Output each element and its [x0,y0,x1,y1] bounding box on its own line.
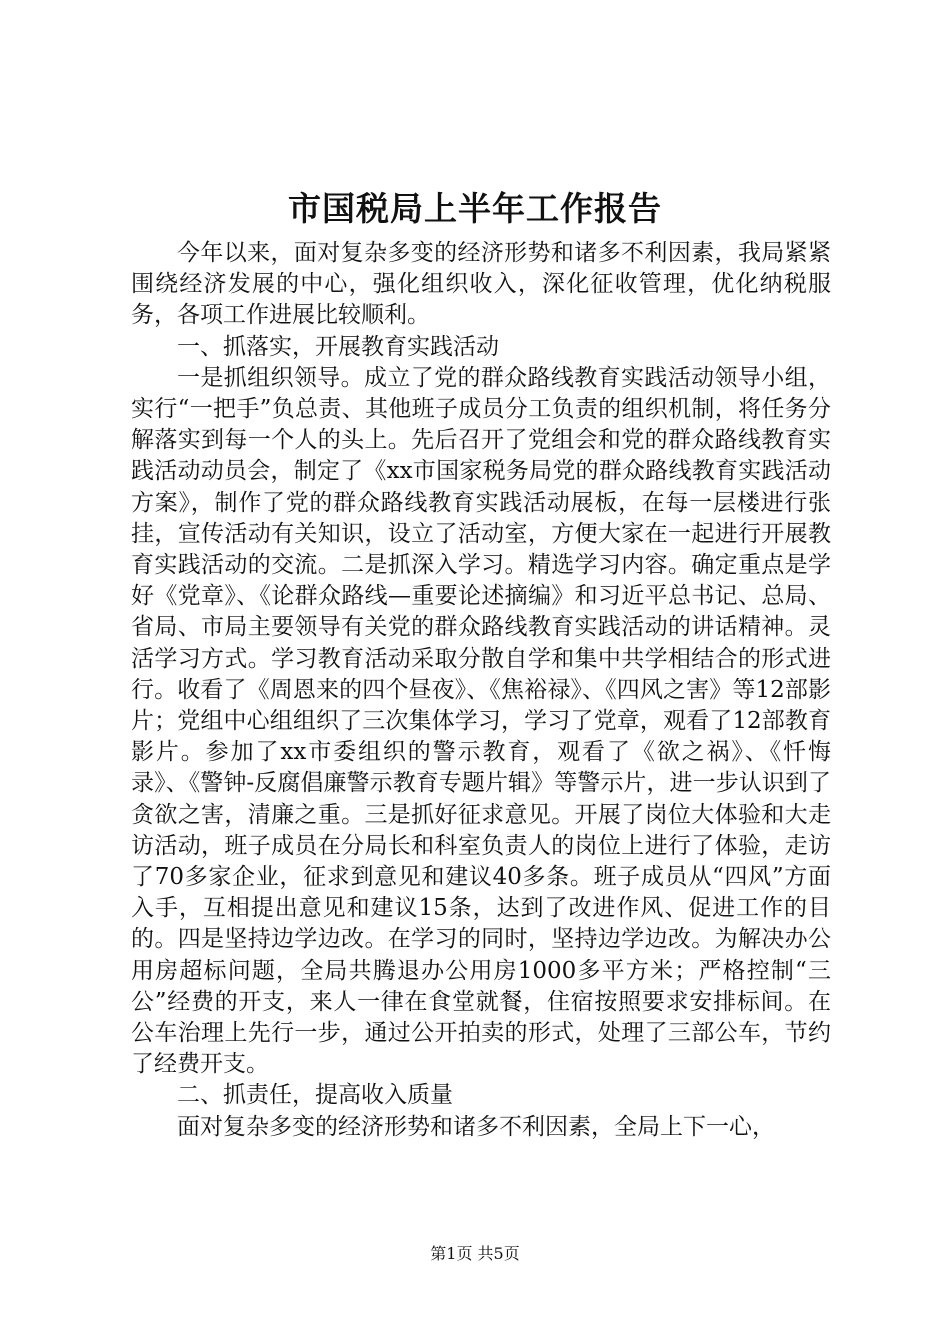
section-heading-1: 一、抓落实，开展教育实践活动 [177,333,499,360]
intro-paragraph: 今年以来，面对复杂多变的经济形势和诸多不利因素，我局紧紧围绕经济发展的中心，强化组织收入，深化征收管理，优化纳税服务，各项工作进展比较顺利。 [131,240,831,329]
document-title: 市国税局上半年工作报告 [288,189,662,228]
document-body [131,238,831,1143]
section-2-paragraph: 面对复杂多变的经济形势和诸多不利因素，全局上下一心， [177,1113,775,1140]
section-heading-2: 二、抓责任，提高收入质量 [177,1082,453,1109]
section-1-paragraph: 一是抓组织领导。成立了党的群众路线教育实践活动领导小组，实行“一把手”负总责、其他班子成员分工负责的组织机制，将任务分解落实到每一个人的头上。先后召开了党组会和党的群众路线教育实践活动动员会，制定了《xx市国家税务局党的群众路线教育实践活动方案》，制作了党的群众路线教育实践活动展板，在每一层楼进行张挂，宣传活动有关知识，设立了活动室，方便大家在一起进行开展教育实践活动的交流。二是抓深入学习。精选学习内容。确定重点是学好《党章》、《论群众路线—重要论述摘编》和习近平总书记、总局、省局、市局主要领导有关党的群众路线教育实践活动的讲话精神。灵活学习方式。学习教育活动采取分散自学和集中共学相结合的形式进行。收看了《周恩来的四个昼夜》、《焦裕禄》、《四风之害》等12部影片；党组中心组组织了三次集体学习，学习了党章，观看了12部教育影片。参加了xx市委组织的警示教育，观看了《欲之祸》、《忏悔录》、《警钟-反腐倡廉警示教育专题片辑》等警示片，进一步认识到了贪欲之害，清廉之重。三是抓好征求意见。开展了岗位大体验和大走访活动，班子成员在分局长和科室负责人的岗位上进行了体验，走访了70多家企业，征求到意见和建议40多条。班子成员从“四风”方面入手，互相提出意见和建议15条，达到了改进作风、促进工作的目的。四是坚持边学边改。在学习的同时，坚持边学边改。为解决办公用房超标问题，全局共腾退办公用房1000多平方米；严格控制“三公”经费的开支，来人一律在食堂就餐，住宿按照要求安排标间。在公车治理上先行一步，通过公开拍卖的形式，处理了三部公车，节约了经费开支。 [131,364,831,1078]
page-footer: 第1页 共5页 [430,1244,520,1263]
